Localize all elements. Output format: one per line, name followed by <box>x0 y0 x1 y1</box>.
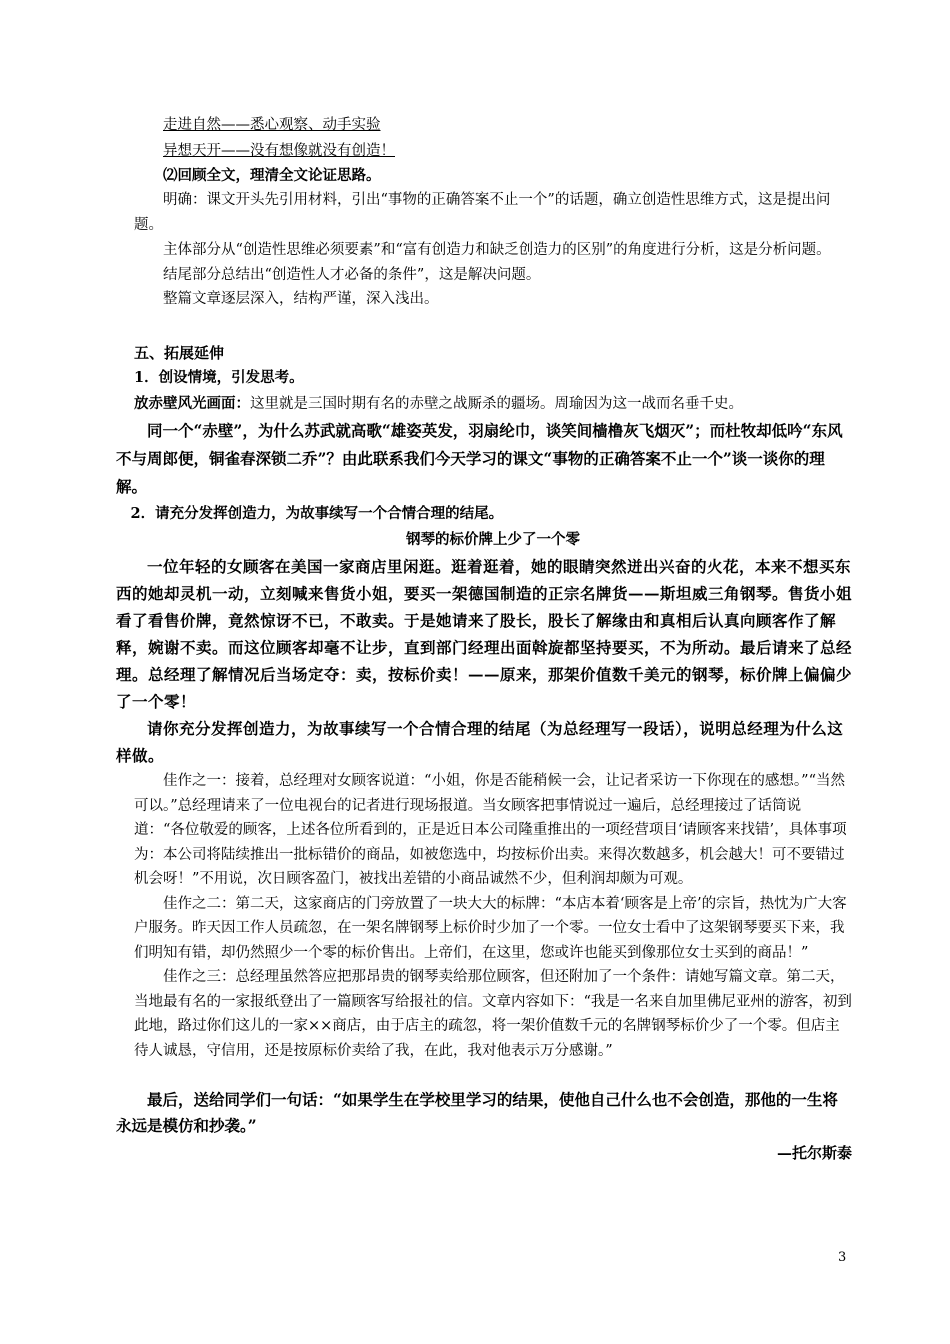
red-cliff-text: 这里就是三国时期有名的赤壁之战厮杀的疆场。周瑜因为这一战而名垂千史。 <box>250 396 743 412</box>
review-heading: ⑵回顾全文，理清全文论证思路。 <box>163 167 381 184</box>
final-quote: 最后，送给同学们一句话：“如果学生在学校里学习的结果，使他自己什么也不会创造，那他的一生将永远是模仿和抄袭。” <box>116 1090 838 1135</box>
essay-1: 佳作之一：接着，总经理对女顾客说道：“小姐，你是否能稍候一会，让记者采访一下你现在的感想。”“当然可以。”总经理请来了一位电视台的记者进行现场报道。当女顾客把事情说过一遍后，总经理接过了话筒说道：“各位敬爱的顾客，上述各位所看到的，正是近日本公司隆重推出的一项经营项目‘请顾客来找错’，具体事项为：本公司将陆续推出一批标错价的商品，如被您选中，均按标价出卖。来得次数越多，机会越大！可不要错过机会呀！”不用说，次日顾客盈门，被找出差错的小商品诚然不少，但利润却颇为可观。 <box>134 773 847 887</box>
spacer <box>134 311 852 341</box>
item-2: 2．请充分发挥创造力，为故事续写一个合情合理的结尾。 <box>130 505 504 522</box>
review-para-4: 整篇文章逐层深入，结构严谨，深入浅出。 <box>163 291 439 307</box>
story-prompt: 请你充分发挥创造力，为故事续写一个合情合理的结尾（为总经理写一段话），说明总经理为什么这样做。 <box>116 719 844 765</box>
red-cliff-label: 放赤壁风光画面： <box>134 395 250 412</box>
review-para-2: 主体部分从“创造性思维必须要素”和“富有创造力和缺乏创造力的区别”的角度进行分析，这是分析问题。 <box>163 242 831 258</box>
red-cliff-para <box>134 391 852 417</box>
attribution: —托尔斯泰 <box>776 1144 852 1162</box>
question-para: 同一个“赤壁”，为什么苏武就高歌“雄姿英发，羽扇纶巾，谈笑间樯橹灰飞烟灭”；而杜牧却低吟“东风不与周郎便，铜雀春深锁二乔”？由此联系我们今天学习的课文“事物的正确答案不止一个”谈一谈你的理解。 <box>116 421 843 496</box>
link-nature: 走进自然——悉心观察、动手实验 <box>163 117 381 133</box>
link-imagination: 异想天开——没有想像就没有创造！ <box>163 143 395 159</box>
spacer <box>134 1063 852 1087</box>
essay-2: 佳作之二：第二天，这家商店的门旁放置了一块大大的标牌：“本店本着‘顾客是上帝’的宗旨，热忱为广大客户服务。昨天因工作人员疏忽，在一架名牌钢琴上标价时少加了一个零。一位女士看中了这架钢琴要买下来，我们明知有错，却仍然照少一个零的标价售出。上帝们，在这里，您或许也能买到像那位女士买到的商品！” <box>134 895 847 961</box>
essay-3: 佳作之三：总经理虽然答应把那昂贵的钢琴卖给那位顾客，但还附加了一个条件：请她写篇文章。第二天，当地最有名的一家报纸登出了一篇顾客写给报社的信。文章内容如下：“我是一名来自加里佛尼亚州的游客，初到此地，路过你们这儿的一家××商店，由于店主的疏忽，将一架价值数千元的名牌钢琴标价少了一个零。但店主待人诚恳，守信用，还是按原标价卖给了我，在此，我对他表示万分感谢。” <box>134 969 852 1059</box>
review-para-3: 结尾部分总结出“创造性人才必备的条件”，这是解决问题。 <box>163 267 541 283</box>
story-title: 钢琴的标价牌上少了一个零 <box>406 531 580 548</box>
section-title: 五、拓展延伸 <box>134 344 225 362</box>
review-para-1: 明确：课文开头先引用材料，引出“事物的正确答案不止一个”的话题，确立创造性思维方式，这是提出问题。 <box>134 192 831 233</box>
story-text: 一位年轻的女顾客在美国一家商店里闲逛。逛着逛着，她的眼睛突然迸出兴奋的火花，本来不想买东西的她却灵机一动，立刻喊来售货小姐，要买一架德国制造的正宗名牌货——斯坦威三角钢琴。售货小姐看了看售价牌，竟然惊讶不已，不敢卖。于是她请来了股长，股长了解缘由和真相后认真向顾客作了解释，婉谢不卖。而这位顾客却毫不让步，直到部门经理出面斡旋都坚持要买，不为所动。最后请来了总经理。总经理了解情况后当场定夺：卖，按标价卖！——原来，那架价值数千美元的钢琴，标价牌上偏偏少了一个零！ <box>116 557 853 711</box>
page-number: 3 <box>838 1250 847 1265</box>
item-1: 1．创设情境，引发思考。 <box>134 369 304 386</box>
document-page <box>116 112 853 1167</box>
